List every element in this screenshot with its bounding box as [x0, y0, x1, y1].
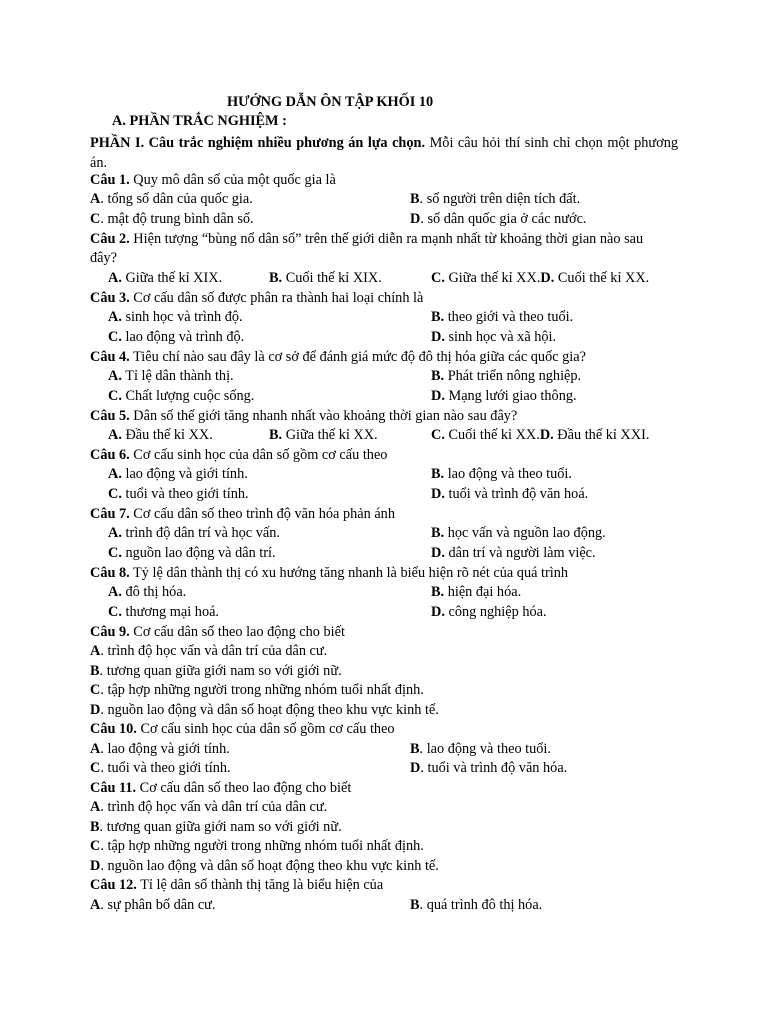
option-text: công nghiệp hóa.: [444, 604, 547, 620]
option-letter: D.: [431, 329, 445, 345]
option-letter: A: [90, 741, 101, 757]
option-letter: A.: [108, 270, 122, 286]
option-text: . quá trình đô thị hóa.: [419, 897, 543, 913]
option: [108, 485, 249, 504]
question-10: [90, 720, 395, 739]
question-number: Câu 1.: [90, 172, 130, 188]
question-9: [90, 623, 345, 642]
question-text-continued: đây?: [90, 250, 117, 266]
option-letter: B.: [431, 368, 445, 384]
question-number: Câu 2.: [90, 231, 130, 247]
option: [90, 210, 254, 229]
option-text: tuổi và theo giới tính.: [121, 486, 249, 502]
option-letter: B: [90, 819, 100, 835]
question-text: Cơ cấu sinh học của dân số gồm cơ cấu theo: [136, 721, 395, 737]
option-letter: C.: [108, 329, 122, 345]
option-letter: A: [90, 799, 101, 815]
option-letter: B: [410, 741, 420, 757]
option: [431, 583, 521, 602]
option-letter: B.: [269, 427, 283, 443]
part-label: PHẦN I. Câu trắc nghiệm nhiều phương án lựa chọn.: [90, 135, 426, 151]
question-6: [90, 446, 387, 465]
question-text: Cơ cấu sinh học của dân số gồm cơ cấu theo: [129, 447, 388, 463]
question-text: Cơ cấu dân số theo trình độ văn hóa phản ánh: [129, 506, 395, 522]
option: [90, 662, 342, 681]
option: [410, 896, 542, 915]
option-text: đô thị hóa.: [121, 584, 187, 600]
question-text: Tỉ lệ dân số thành thị tăng là biểu hiện của: [136, 877, 384, 893]
option-letter: B: [90, 663, 100, 679]
question-number: Câu 6.: [90, 447, 130, 463]
question-5: [90, 407, 517, 426]
option-letter: B.: [431, 309, 445, 325]
part-instruction-text: Mỗi câu hỏi thí sinh chỉ chọn một phương án.: [90, 135, 678, 171]
option-letter: D.: [431, 604, 445, 620]
option-letter: A: [90, 191, 101, 207]
option-letter: D: [410, 760, 421, 776]
option: [410, 759, 567, 778]
question-text: Cơ cấu dân số được phân ra thành hai loại chính là: [129, 290, 424, 306]
option: [90, 896, 216, 915]
option-text: lao động và giới tính.: [121, 466, 248, 482]
option-text: hiện đại hóa.: [444, 584, 522, 600]
option: [108, 465, 248, 484]
option: [431, 426, 649, 445]
option-text: Đầu thế kỉ XX.: [121, 427, 213, 443]
option: [269, 426, 378, 445]
option-text: dân trí và người làm việc.: [444, 545, 596, 561]
option-letter: C: [90, 838, 101, 854]
option-text: . lao động và giới tính.: [100, 741, 230, 757]
option-text: . tương quan giữa giới nam so với giới nữ.: [99, 663, 342, 679]
question-12: [90, 876, 383, 895]
option-text: Giữa thế kỉ XIX.: [121, 270, 223, 286]
option-text: Chất lượng cuộc sống.: [121, 388, 255, 404]
option: [108, 387, 254, 406]
option-text: nguồn lao động và dân trí.: [121, 545, 276, 561]
option: [108, 269, 222, 288]
option-text: Cuối thế kỉ XIX.: [282, 270, 382, 286]
question-3: [90, 289, 423, 308]
question-number: Câu 7.: [90, 506, 130, 522]
question-11: [90, 779, 351, 798]
question-4: [90, 348, 586, 367]
question-text: Tỷ lệ dân thành thị có xu hướng tăng nhanh là biểu hiện rõ nét của quá trình: [129, 565, 569, 581]
option: [90, 190, 253, 209]
question-number: Câu 4.: [90, 349, 130, 365]
question-text: Quy mô dân số của một quốc gia là: [129, 172, 336, 188]
option-letter: D.: [540, 270, 555, 286]
option-text: trình độ dân trí và học vấn.: [121, 525, 280, 541]
option-letter: B.: [431, 584, 445, 600]
option-letter: A: [90, 643, 101, 659]
option-text: Tỉ lệ dân thành thị.: [121, 368, 234, 384]
option: [431, 603, 547, 622]
option-text: . tương quan giữa giới nam so với giới nữ.: [99, 819, 342, 835]
option-letter: B.: [269, 270, 283, 286]
document-title: HƯỚNG DẪN ÔN TẬP KHỐI 10: [227, 94, 434, 110]
option-text: Cuối thế kỉ XX.: [444, 427, 540, 443]
option: [269, 269, 382, 288]
option-letter: B: [410, 897, 420, 913]
question-text: Dân số thế giới tăng nhanh nhất vào khoảng thời gian nào sau đây?: [129, 408, 518, 424]
option: [90, 857, 439, 876]
option-text: . nguồn lao động và dân số hoạt động theo khu vực kinh tế.: [100, 858, 439, 874]
option-letter: C.: [431, 427, 445, 443]
option: [108, 544, 276, 563]
option: [90, 642, 327, 661]
option-letter: C.: [108, 604, 122, 620]
option-letter: D: [410, 211, 421, 227]
question-text: Tiêu chí nào sau đây là cơ sở để đánh giá mức độ đô thị hóa giữa các quốc gia?: [129, 349, 586, 365]
option-letter: C: [90, 211, 101, 227]
option: [108, 367, 234, 386]
option: [90, 740, 230, 759]
question-number: Câu 3.: [90, 290, 130, 306]
option-text: học vấn và nguồn lao động.: [444, 525, 606, 541]
question-number: Câu 10.: [90, 721, 137, 737]
option-text: . tuổi và theo giới tính.: [100, 760, 231, 776]
option-text: Đầu thế kỉ XXI.: [553, 427, 650, 443]
option: [108, 308, 243, 327]
option-text: sinh học và xã hội.: [444, 329, 557, 345]
option: [410, 190, 580, 209]
option-letter: D: [90, 858, 101, 874]
option: [90, 759, 231, 778]
option-letter: D.: [539, 427, 554, 443]
option: [90, 837, 424, 856]
option-letter: D.: [431, 545, 445, 561]
option: [410, 210, 587, 229]
option-letter: A.: [108, 525, 122, 541]
question-text: Hiện tượng “bùng nổ dân số” trên thế giới diễn ra mạnh nhất từ khoảng thời gian nào sau: [129, 231, 644, 247]
option-letter: A.: [108, 368, 122, 384]
option-letter: A.: [108, 466, 122, 482]
option-text: . tổng số dân của quốc gia.: [100, 191, 253, 207]
option-text: Mạng lưới giao thông.: [444, 388, 577, 404]
option: [431, 524, 606, 543]
option: [108, 426, 213, 445]
option: [431, 387, 577, 406]
option-letter: C.: [108, 486, 122, 502]
part-instruction: [90, 133, 678, 173]
option-letter: A: [90, 897, 101, 913]
option-text: . trình độ học vấn và dân trí của dân cư.: [100, 643, 328, 659]
option-text: . tập hợp những người trong những nhóm tuổi nhất định.: [100, 682, 424, 698]
option-letter: C: [90, 760, 101, 776]
question-2: [90, 230, 643, 249]
option-letter: B: [410, 191, 420, 207]
option-text: Cuối thế kỉ XX.: [554, 270, 650, 286]
option: [108, 524, 280, 543]
option-letter: C: [90, 682, 101, 698]
option-text: lao động và trình độ.: [121, 329, 245, 345]
option: [90, 818, 342, 837]
option: [431, 328, 556, 347]
option: [431, 465, 572, 484]
option-text: sinh học và trình độ.: [121, 309, 243, 325]
option-letter: D.: [431, 486, 445, 502]
option-letter: A.: [108, 584, 122, 600]
option-text: Phát triển nông nghiệp.: [444, 368, 582, 384]
question-number: Câu 9.: [90, 624, 130, 640]
option-letter: B.: [431, 466, 445, 482]
question-1: [90, 171, 336, 190]
option-text: lao động và theo tuổi.: [444, 466, 572, 482]
option: [108, 583, 186, 602]
question-number: Câu 12.: [90, 877, 137, 893]
question-8: [90, 564, 568, 583]
question-text: Cơ cấu dân số theo lao động cho biết: [136, 780, 352, 796]
question-text: Cơ cấu dân số theo lao động cho biết: [129, 624, 345, 640]
option: [431, 367, 581, 386]
option-letter: C.: [108, 388, 122, 404]
option-text: . nguồn lao động và dân số hoạt động theo khu vực kinh tế.: [100, 702, 439, 718]
option-text: . số người trên diện tích đất.: [419, 191, 581, 207]
option: [431, 308, 573, 327]
option-text: thương mại hoá.: [121, 604, 220, 620]
question-7: [90, 505, 395, 524]
option: [90, 798, 327, 817]
option: [431, 544, 596, 563]
option-letter: C.: [108, 545, 122, 561]
question-number: Câu 11.: [90, 780, 137, 796]
option-text: Giữa thế kỉ XX.: [444, 270, 541, 286]
option: [108, 328, 244, 347]
option: [90, 681, 424, 700]
option-text: . trình độ học vấn và dân trí của dân cư.: [100, 799, 328, 815]
option-text: . tuổi và trình độ văn hóa.: [420, 760, 568, 776]
option-letter: A.: [108, 309, 122, 325]
option-letter: A.: [108, 427, 122, 443]
option-text: Giữa thế kỉ XX.: [282, 427, 378, 443]
option-letter: B.: [431, 525, 445, 541]
option-text: . tập hợp những người trong những nhóm tuổi nhất định.: [100, 838, 424, 854]
question-number: Câu 8.: [90, 565, 130, 581]
option-text: . số dân quốc gia ở các nước.: [420, 211, 587, 227]
section-heading: A. PHẦN TRẮC NGHIỆM :: [112, 113, 287, 129]
option: [90, 701, 439, 720]
option: [108, 603, 219, 622]
option: [431, 485, 588, 504]
option-letter: D: [90, 702, 101, 718]
option-text: tuổi và trình độ văn hoá.: [444, 486, 589, 502]
option-text: . sự phân bố dân cư.: [100, 897, 216, 913]
option-text: . mật độ trung bình dân số.: [100, 211, 254, 227]
option-letter: C.: [431, 270, 445, 286]
option-letter: D.: [431, 388, 445, 404]
option: [410, 740, 551, 759]
option: [431, 269, 649, 288]
option-text: . lao động và theo tuổi.: [419, 741, 551, 757]
question-number: Câu 5.: [90, 408, 130, 424]
option-text: theo giới và theo tuổi.: [444, 309, 574, 325]
